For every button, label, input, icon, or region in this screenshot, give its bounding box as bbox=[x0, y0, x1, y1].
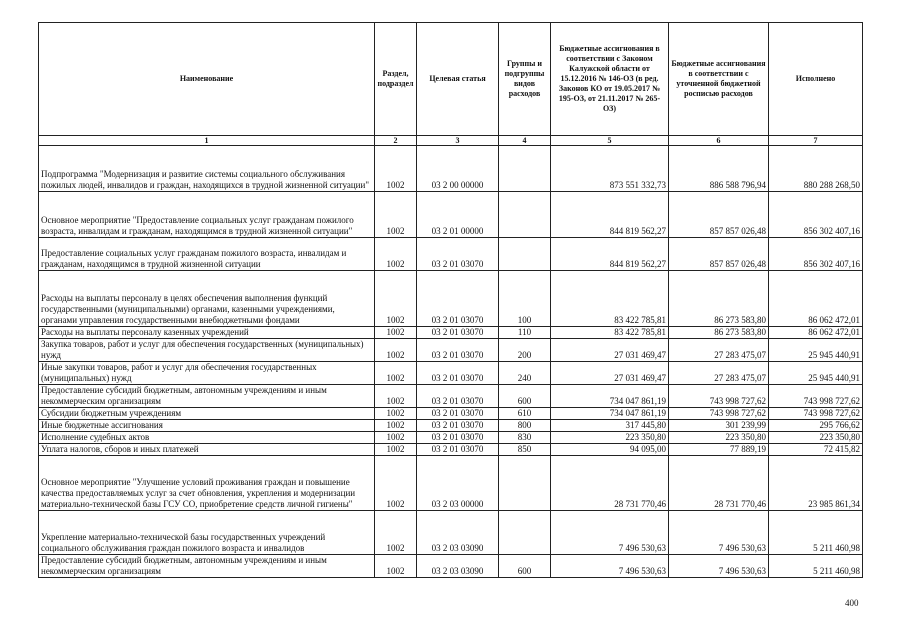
row-section: 1002 bbox=[375, 385, 417, 408]
row-executed-amount: 743 998 727,62 bbox=[769, 385, 863, 408]
row-target-article: 03 2 01 03070 bbox=[417, 238, 499, 271]
row-law-amount: 27 031 469,47 bbox=[551, 339, 669, 362]
row-expense-group: 600 bbox=[499, 555, 551, 578]
budget-sheet bbox=[38, 22, 862, 578]
row-refined-amount: 743 998 727,62 bbox=[669, 385, 769, 408]
row-executed-amount: 5 211 460,98 bbox=[769, 555, 863, 578]
row-expense-group bbox=[499, 192, 551, 238]
row-target-article: 03 2 03 00000 bbox=[417, 456, 499, 511]
table-row bbox=[39, 511, 863, 555]
column-number: 4 bbox=[499, 136, 551, 146]
row-section: 1002 bbox=[375, 238, 417, 271]
row-refined-amount: 86 273 583,80 bbox=[669, 271, 769, 327]
column-number: 5 bbox=[551, 136, 669, 146]
row-section: 1002 bbox=[375, 339, 417, 362]
table-row bbox=[39, 339, 863, 362]
row-section: 1002 bbox=[375, 420, 417, 432]
row-target-article: 03 2 01 03070 bbox=[417, 432, 499, 444]
row-executed-amount: 25 945 440,91 bbox=[769, 362, 863, 385]
row-section: 1002 bbox=[375, 511, 417, 555]
row-executed-amount: 86 062 472,01 bbox=[769, 271, 863, 327]
row-expense-group: 830 bbox=[499, 432, 551, 444]
row-expense-group: 100 bbox=[499, 271, 551, 327]
row-name: Укрепление материально-технической базы государственных учреждений социального обслуживания граждан пожилого возраста и инвалидов bbox=[39, 511, 375, 555]
row-law-amount: 873 551 332,73 bbox=[551, 146, 669, 192]
table-row bbox=[39, 385, 863, 408]
row-law-amount: 734 047 861,19 bbox=[551, 408, 669, 420]
row-refined-amount: 857 857 026,48 bbox=[669, 192, 769, 238]
row-law-amount: 844 819 562,27 bbox=[551, 238, 669, 271]
row-refined-amount: 7 496 530,63 bbox=[669, 555, 769, 578]
row-section: 1002 bbox=[375, 456, 417, 511]
row-section: 1002 bbox=[375, 146, 417, 192]
row-executed-amount: 856 302 407,16 bbox=[769, 238, 863, 271]
column-number: 1 bbox=[39, 136, 375, 146]
row-target-article: 03 2 00 00000 bbox=[417, 146, 499, 192]
column-number: 7 bbox=[769, 136, 863, 146]
table-row bbox=[39, 146, 863, 192]
row-target-article: 03 2 01 03070 bbox=[417, 385, 499, 408]
header-row bbox=[39, 23, 863, 136]
row-target-article: 03 2 01 03070 bbox=[417, 327, 499, 339]
table-row bbox=[39, 555, 863, 578]
row-law-amount: 223 350,80 bbox=[551, 432, 669, 444]
row-refined-amount: 27 283 475,07 bbox=[669, 339, 769, 362]
row-target-article: 03 2 01 00000 bbox=[417, 192, 499, 238]
page-number: 400 bbox=[845, 598, 859, 608]
row-executed-amount: 223 350,80 bbox=[769, 432, 863, 444]
header-groups: Группы и подгруппы видов расходов bbox=[499, 23, 551, 136]
row-name: Уплата налогов, сборов и иных платежей bbox=[39, 444, 375, 456]
table-row bbox=[39, 192, 863, 238]
row-refined-amount: 27 283 475,07 bbox=[669, 362, 769, 385]
budget-table bbox=[38, 22, 863, 578]
row-section: 1002 bbox=[375, 192, 417, 238]
header-name: Наименование bbox=[39, 23, 375, 136]
row-expense-group: 200 bbox=[499, 339, 551, 362]
row-target-article: 03 2 03 03090 bbox=[417, 511, 499, 555]
row-section: 1002 bbox=[375, 327, 417, 339]
row-refined-amount: 857 857 026,48 bbox=[669, 238, 769, 271]
header-refined-assignments: Бюджетные ассигнования в соответствии с уточненной бюджетной росписью расходов bbox=[669, 23, 769, 136]
row-expense-group bbox=[499, 146, 551, 192]
row-law-amount: 7 496 530,63 bbox=[551, 555, 669, 578]
column-number: 6 bbox=[669, 136, 769, 146]
row-law-amount: 844 819 562,27 bbox=[551, 192, 669, 238]
row-expense-group bbox=[499, 238, 551, 271]
row-expense-group: 610 bbox=[499, 408, 551, 420]
row-section: 1002 bbox=[375, 444, 417, 456]
row-expense-group: 240 bbox=[499, 362, 551, 385]
row-expense-group: 800 bbox=[499, 420, 551, 432]
column-number: 3 bbox=[417, 136, 499, 146]
row-name: Предоставление субсидий бюджетным, автономным учреждениям и иным некоммерческим организациям bbox=[39, 555, 375, 578]
row-section: 1002 bbox=[375, 408, 417, 420]
row-refined-amount: 28 731 770,46 bbox=[669, 456, 769, 511]
row-law-amount: 7 496 530,63 bbox=[551, 511, 669, 555]
table-row bbox=[39, 362, 863, 385]
row-law-amount: 28 731 770,46 bbox=[551, 456, 669, 511]
header-section: Раздел, подраздел bbox=[375, 23, 417, 136]
row-name: Исполнение судебных актов bbox=[39, 432, 375, 444]
row-target-article: 03 2 01 03070 bbox=[417, 408, 499, 420]
header-law-assignments: Бюджетные ассигнования в соответствии с Законом Калужской области от 15.12.2016 № 146-ОЗ (в ред. Законов КО от 19.05.2017 № 195-ОЗ, от 21.11.2017 № 265-ОЗ) bbox=[551, 23, 669, 136]
row-name: Расходы на выплаты персоналу казенных учреждений bbox=[39, 327, 375, 339]
row-executed-amount: 5 211 460,98 bbox=[769, 511, 863, 555]
row-expense-group bbox=[499, 511, 551, 555]
row-executed-amount: 25 945 440,91 bbox=[769, 339, 863, 362]
row-name: Основное мероприятие "Улучшение условий проживания граждан и повышение качества предоставляемых услуг за счет обновления, укрепления и модернизации материально-технической базы ГСУ СО, приобретение средств личной гигиены" bbox=[39, 456, 375, 511]
row-target-article: 03 2 03 03090 bbox=[417, 555, 499, 578]
row-target-article: 03 2 01 03070 bbox=[417, 339, 499, 362]
row-refined-amount: 86 273 583,80 bbox=[669, 327, 769, 339]
row-target-article: 03 2 01 03070 bbox=[417, 444, 499, 456]
table-row bbox=[39, 456, 863, 511]
row-target-article: 03 2 01 03070 bbox=[417, 362, 499, 385]
table-row bbox=[39, 327, 863, 339]
row-law-amount: 83 422 785,81 bbox=[551, 271, 669, 327]
row-expense-group: 110 bbox=[499, 327, 551, 339]
row-expense-group bbox=[499, 456, 551, 511]
table-row bbox=[39, 420, 863, 432]
row-refined-amount: 301 239,99 bbox=[669, 420, 769, 432]
table-row bbox=[39, 408, 863, 420]
row-section: 1002 bbox=[375, 555, 417, 578]
column-number-row bbox=[39, 136, 863, 146]
row-expense-group: 600 bbox=[499, 385, 551, 408]
row-law-amount: 27 031 469,47 bbox=[551, 362, 669, 385]
row-name: Основное мероприятие "Предоставление социальных услуг гражданам пожилого возраста, инвалидам и гражданам, находящимся в трудной жизненной ситуации" bbox=[39, 192, 375, 238]
row-name: Иные закупки товаров, работ и услуг для обеспечения государственных (муниципальных) нужд bbox=[39, 362, 375, 385]
header-target: Целевая статья bbox=[417, 23, 499, 136]
table-row bbox=[39, 432, 863, 444]
row-name: Иные бюджетные ассигнования bbox=[39, 420, 375, 432]
row-target-article: 03 2 01 03070 bbox=[417, 271, 499, 327]
row-refined-amount: 7 496 530,63 bbox=[669, 511, 769, 555]
row-expense-group: 850 bbox=[499, 444, 551, 456]
column-number: 2 bbox=[375, 136, 417, 146]
row-name: Закупка товаров, работ и услуг для обеспечения государственных (муниципальных) нужд bbox=[39, 339, 375, 362]
row-law-amount: 317 445,80 bbox=[551, 420, 669, 432]
table-row bbox=[39, 444, 863, 456]
row-executed-amount: 880 288 268,50 bbox=[769, 146, 863, 192]
row-executed-amount: 23 985 861,34 bbox=[769, 456, 863, 511]
header-executed: Исполнено bbox=[769, 23, 863, 136]
row-executed-amount: 86 062 472,01 bbox=[769, 327, 863, 339]
row-refined-amount: 743 998 727,62 bbox=[669, 408, 769, 420]
row-refined-amount: 223 350,80 bbox=[669, 432, 769, 444]
row-target-article: 03 2 01 03070 bbox=[417, 420, 499, 432]
row-executed-amount: 72 415,82 bbox=[769, 444, 863, 456]
row-name: Подпрограмма "Модернизация и развитие системы социального обслуживания пожилых людей, инвалидов и граждан, находящихся в трудной жизненной ситуации" bbox=[39, 146, 375, 192]
row-section: 1002 bbox=[375, 271, 417, 327]
row-law-amount: 734 047 861,19 bbox=[551, 385, 669, 408]
row-name: Предоставление субсидий бюджетным, автономным учреждениям и иным некоммерческим организациям bbox=[39, 385, 375, 408]
row-law-amount: 94 095,00 bbox=[551, 444, 669, 456]
row-executed-amount: 743 998 727,62 bbox=[769, 408, 863, 420]
row-name: Субсидии бюджетным учреждениям bbox=[39, 408, 375, 420]
row-executed-amount: 856 302 407,16 bbox=[769, 192, 863, 238]
table-row bbox=[39, 238, 863, 271]
row-refined-amount: 886 588 796,94 bbox=[669, 146, 769, 192]
table-row bbox=[39, 271, 863, 327]
row-section: 1002 bbox=[375, 432, 417, 444]
row-name: Предоставление социальных услуг гражданам пожилого возраста, инвалидам и гражданам, находящимся в трудной жизненной ситуации bbox=[39, 238, 375, 271]
row-law-amount: 83 422 785,81 bbox=[551, 327, 669, 339]
row-refined-amount: 77 889,19 bbox=[669, 444, 769, 456]
row-executed-amount: 295 766,62 bbox=[769, 420, 863, 432]
row-section: 1002 bbox=[375, 362, 417, 385]
row-name: Расходы на выплаты персоналу в целях обеспечения выполнения функций государственными (муниципальными) органами, казенными учреждениями, органами управления государственными внебюджетными фондами bbox=[39, 271, 375, 327]
